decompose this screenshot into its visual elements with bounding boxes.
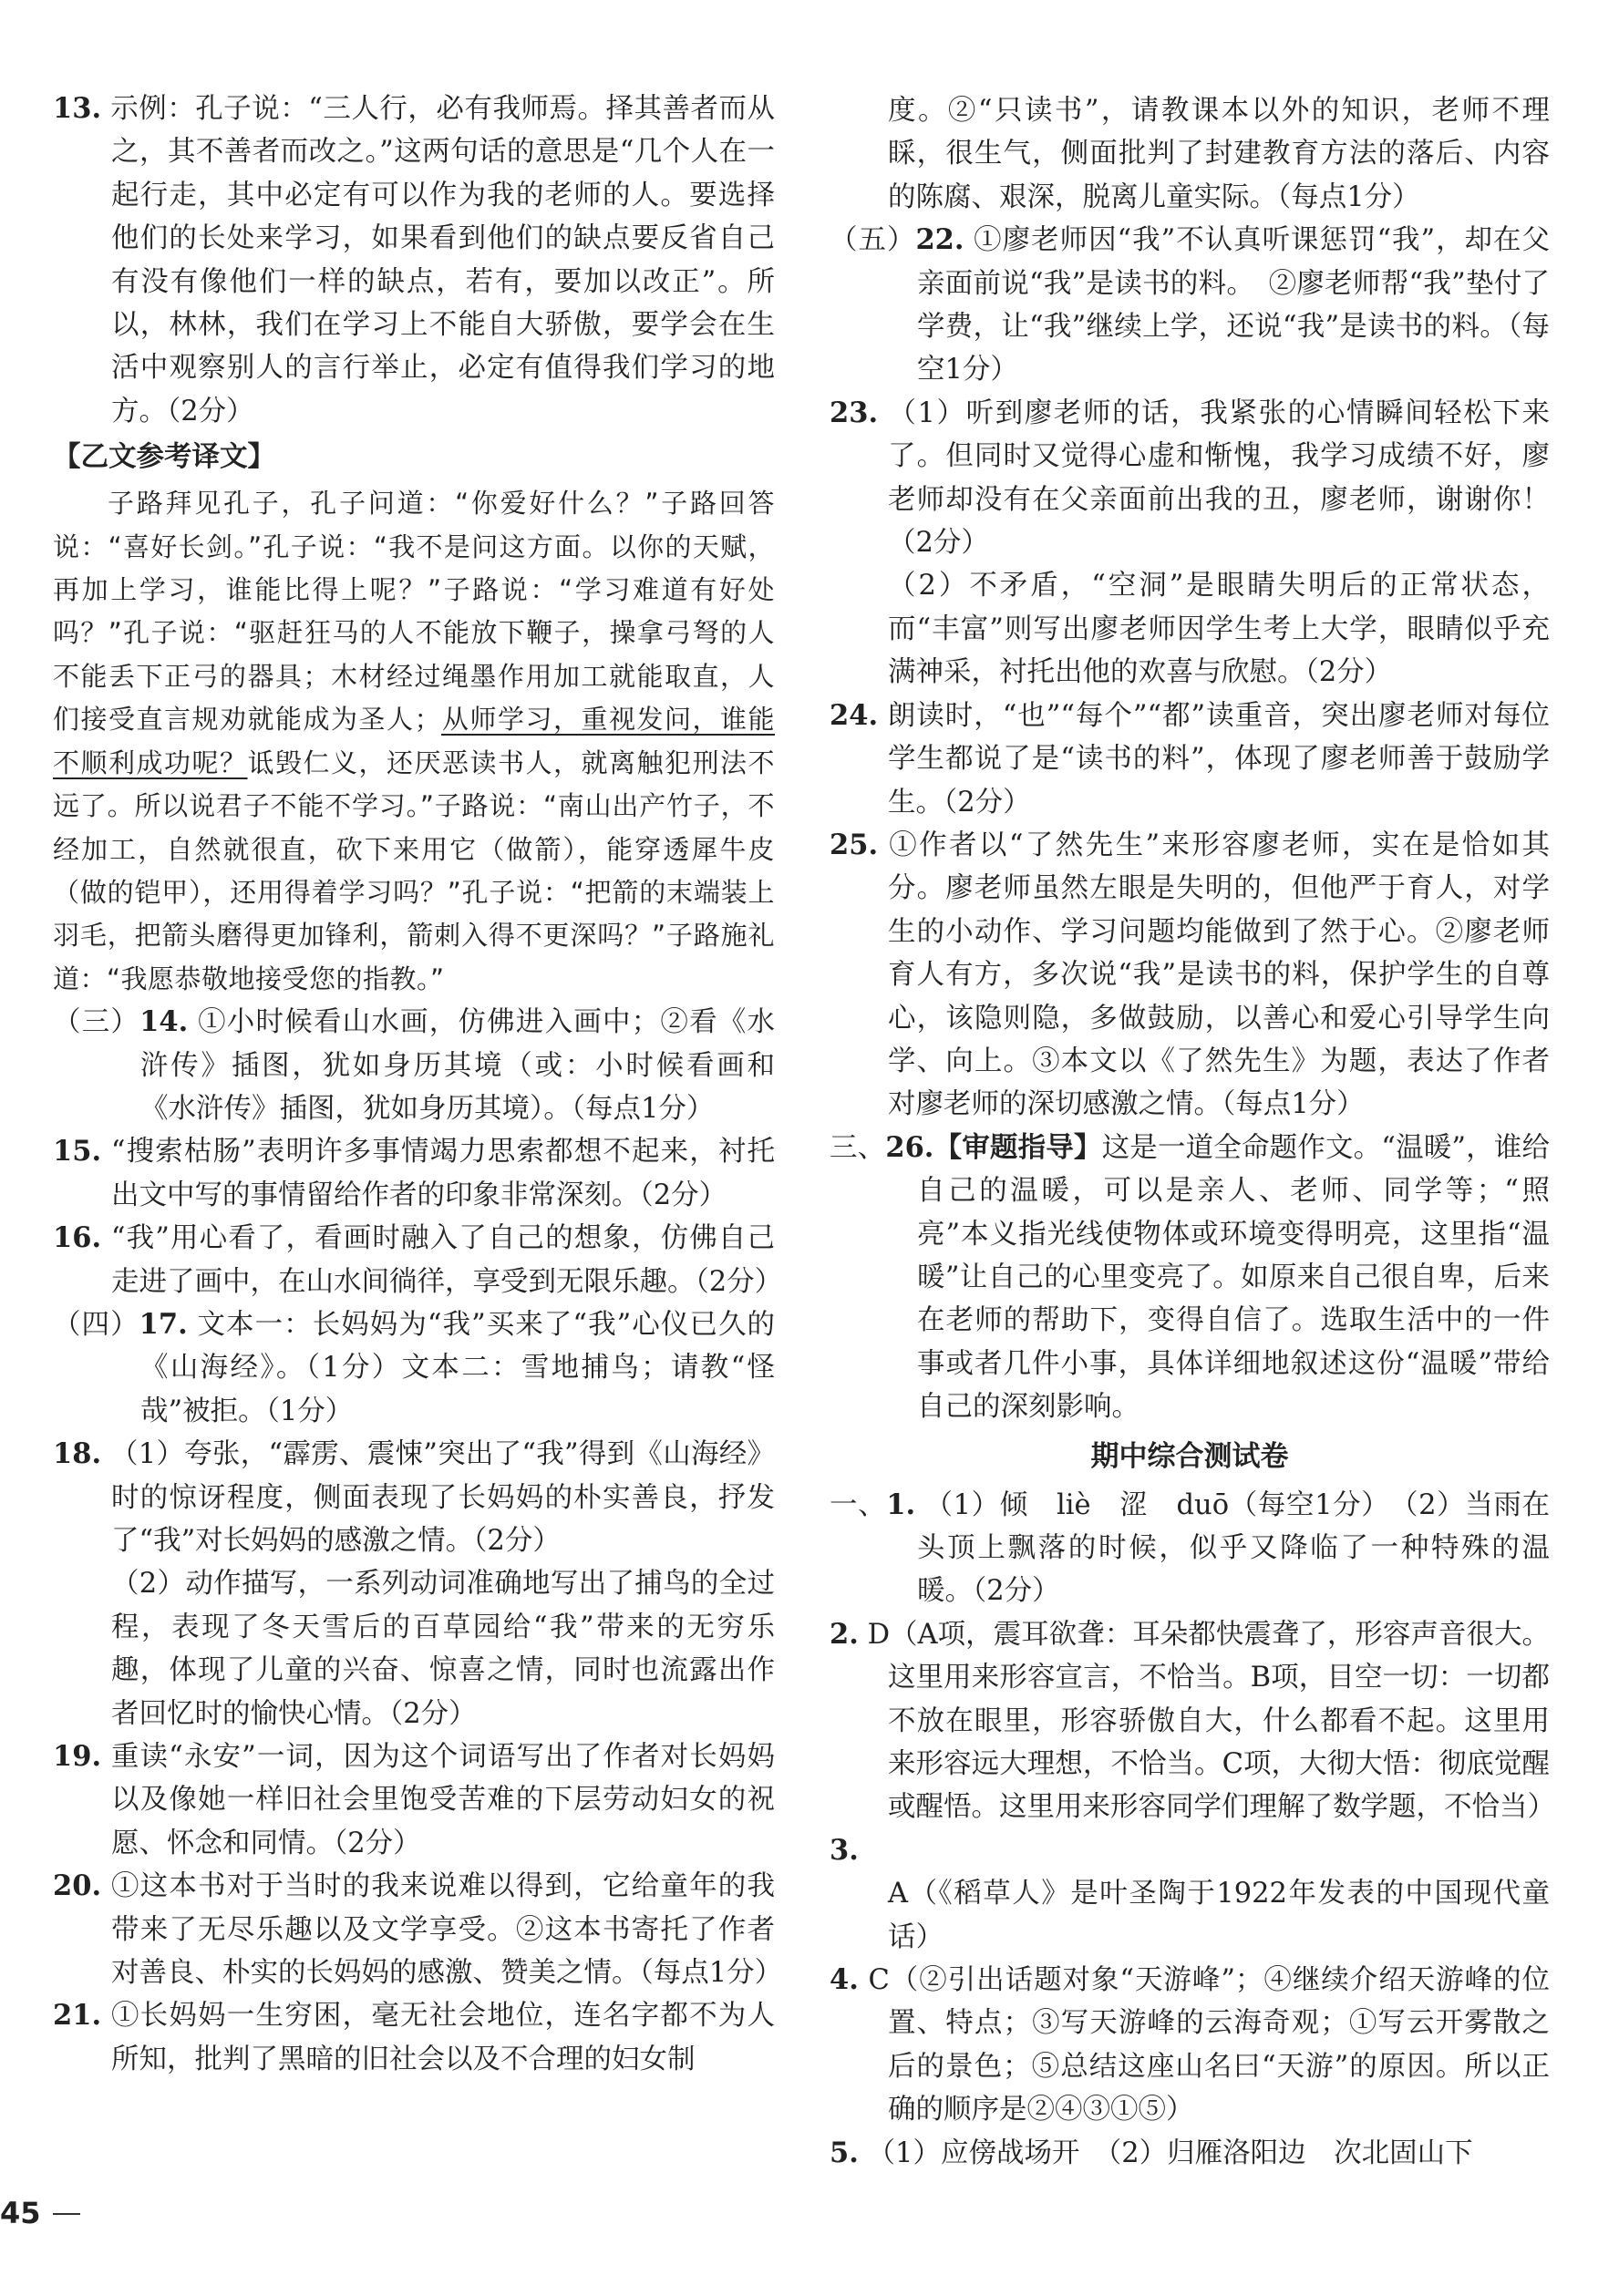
answer-5: 5. （1）应傍战场开 （2）归雁洛阳边 次北固山下 — [830, 2136, 1473, 2169]
answer-23: 23. （1）听到廖老师的话，我紧张的心情瞬间轻松下来了。但同时又觉得心虚和惭愧，我学习成绩不好，廖老师却没有在父亲面前出我的丑，廖老师，谢谢你！（2分） — [830, 396, 1550, 560]
answer-16: 16. “我”用心看了，看画时融入了自己的想象，仿佛自己走进了画中，在山水间徜徉，享受到无限乐趣。（2分） — [53, 1221, 783, 1298]
page-number-rule — [53, 2213, 80, 2215]
translation-heading: 【乙文参考译文】 — [53, 441, 275, 474]
section-title: 期中综合测试卷 — [1090, 1439, 1289, 1473]
answer-21-continued: 度。②“只读书”，请教课本以外的知识，老师不理睬，很生气，侧面批判了封建教育方法的落后、内容的陈腐、艰深，脱离儿童实际。（每点1分） — [888, 95, 1550, 213]
answer-15: 15. “搜索枯肠”表明许多事情竭力思索都想不起来，衬托出文中写的事情留给作者的印象非常深刻。（2分） — [53, 1135, 775, 1211]
answer-4: 4. C（②引出话题对象“天游峰”；④继续介绍天游峰的位置、特点；③写天游峰的云海奇观；①写云开雾散之后的景色；⑤总结这座山名曰“天游”的原因。所以正确的顺序是②④③①⑤） — [830, 1963, 1550, 2126]
answer-26: 三、26.【审题指导】这是一道全命题作文。“温暖”，谁给自己的温暖，可以是亲人、老师、同学等；“照亮”本义指光线使物体或环境变得明亮，这里指“温暖”让自己的心里变亮了。如原来自己很自卑，后来在老师的帮助下，变得自信了。选取生活中的一件事或者几件小事，具体详细地叙述这份“温暖”带给自己的深刻影响。 — [830, 1130, 1551, 1424]
right-column — [830, 0, 1555, 2175]
answer-17: （四）17. 文本一：长妈妈为“我”买来了“我”心仪已久的《山海经》。（1分）文本二：雪地捕鸟；请教“怪哉”被拒。（1分） — [53, 1307, 775, 1427]
answer-19: 19. 重读“永安”一词，因为这个词语写出了作者对长妈妈以及像她一样旧社会里饱受苦难的下层劳动妇女的祝愿、怀念和同情。（2分） — [53, 1740, 775, 1859]
answer-21: 21. ①长妈妈一生穷困，毫无社会地位，连名字都不为人所知，批判了黑暗的旧社会以及不合理的妇女制 — [53, 1999, 775, 2075]
answer-18-part2: （2）动作描写，一系列动词准确地写出了捕鸟的全过程，表现了冬天雪后的百草园给“我”带来的无穷乐趣，体现了儿童的兴奋、惊喜之情，同时也流露出作者回忆时的愉快心情。（2分） — [111, 1568, 775, 1730]
answer-20: 20. ①这本书对于当时的我来说难以得到，它给童年的我带来了无尽乐趣以及文学享受。②这本书寄托了作者对善良、朴实的长妈妈的感激、赞美之情。（每点1分） — [53, 1869, 783, 1990]
answer-24: 24. 朗读时，“也”“每个”“都”读重音，突出廖老师对每位学生都说了是“读书的料”，体现了廖老师善于鼓励学生。（2分） — [830, 698, 1550, 819]
answer-23-part2: （2）不矛盾，“空洞”是眼睛失明后的正常状态，而“丰富”则写出廖老师因学生考上大学，眼睛似乎充满神采，衬托出他的欢喜与欣慰。（2分） — [888, 570, 1550, 689]
guide-tag: 【审题指导】 — [933, 1130, 1102, 1164]
answer-2: 2. D（A项，震耳欲聋：耳朵都快震聋了，形容声音很大。这里用来形容宣言，不恰当。B项，目空一切：一切都不放在眼里，形容骄傲自大，什么都看不起。这里用来形容远大理想，不恰当。C项，大彻大悟：彻底觉醒或醒悟。这里用来形容同学们理解了数学题，不恰当） — [830, 1617, 1555, 1824]
page-number: 45 — [0, 2196, 41, 2230]
left-column — [53, 0, 783, 2081]
translation-text: 子路拜见孔子，孔子问道：“你爱好什么？”子路回答说：“喜好长剑。”孔子说：“我不是问这方面。以你的天赋，再加上学习，谁能比得上呢？”子路说：“学习难道有好处吗？”孔子说：“驱赶狂马的人不能放下鞭子，操拿弓弩的人不能丢下正弓的器具；木材经过绳墨作用加工就能取直，人们接受直言规劝就能成为圣人；从师学习，重视发问，谁能不顺利成功呢？诋毁仁义，还厌恶读书人，就离触犯刑法不远了。所以说君子不能不学习。”子路说：“南山出产竹子，不经加工，自然就很直，砍下来用它（做箭），能穿透犀牛皮（做的铠甲），还用得着学习吗？”孔子说：“把箭的末端装上羽毛，把箭头磨得更加锋利，箭刺入得不更深吗？”子路施礼道：“我愿恭敬地接受您的指教。” — [53, 488, 775, 994]
answer-22: （五）22. ①廖老师因“我”不认真听课惩罚“我”，却在父亲面前说“我”是读书的料。 ②廖老师帮“我”垫付了学费，让“我”继续上学，还说“我”是读书的料。（每空1分） — [830, 223, 1551, 386]
underlined-sentence: 从师学习，重视发问，谁能不顺利成功呢？ — [53, 704, 775, 778]
answer-25: 25. ①作者以“了然先生”来形容廖老师，实在是恰如其分。廖老师虽然左眼是失明的，但他严于育人，对学生的小动作、学习问题均能做到了然于心。②廖老师育人有方，多次说“我”是读书的料，保护学生的自尊心，该隐则隐，多做鼓励，以善心和爱心引导学生向学、向上。③本文以《了然先生》为题，表达了作者对廖老师的深切感激之情。（每点1分） — [830, 828, 1551, 1121]
answer-13: 13. 示例：孔子说：“三人行，必有我师焉。择其善者而从之，其不善者而改之。”这两句话的意思是“几个人在一起行走，其中必定有可以作为我的老师的人。要选择他们的长处来学习，如果看到他们的缺点要反省自己有没有像他们一样的缺点，若有，要加以改正”。所以，林林，我们在学习上不能自大骄傲，要学会在生活中观察别人的言行举止，必定有值得我们学习的地方。（2分） — [53, 92, 775, 427]
answer-3: 3. A（《稻草人》是叶圣陶于1922年发表的中国现代童话） — [830, 1833, 1550, 1953]
answer-18: 18. （1）夸张，“霹雳、震悚”突出了“我”得到《山海经》时的惊讶程度，侧面表现了长妈妈的朴实善良，抒发了“我”对长妈妈的感激之情。（2分） — [53, 1437, 775, 1557]
answer-1: 一、1. （1）倾 liè 涩 duō（每空1分） （2）当雨在头顶上飘落的时候，似乎又降临了一种特殊的温暖。（2分） — [830, 1488, 1551, 1608]
answer-14: （三）14. ①小时候看山水画，仿佛进入画中；②看《水浒传》插图，犹如身历其境（或：小时候看画和《水浒传》插图，犹如身历其境）。（每点1分） — [53, 1005, 776, 1125]
